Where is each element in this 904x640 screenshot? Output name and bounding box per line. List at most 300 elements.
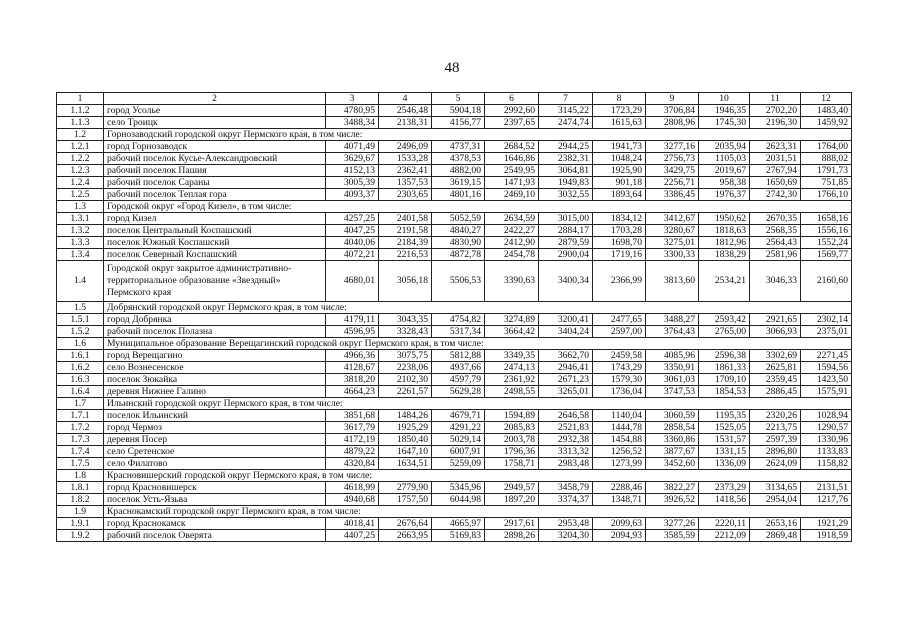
value-cell: 2138,31 (379, 117, 432, 129)
value-cell: 2879,59 (539, 237, 593, 249)
settlement-name: деревня Нижнее Галино (104, 386, 326, 398)
value-cell: 1796,36 (485, 446, 539, 458)
value-cell: 5904,18 (432, 105, 485, 117)
value-cell: 3400,34 (539, 261, 593, 302)
value-cell: 1634,51 (379, 458, 432, 470)
value-cell: 3275,01 (646, 237, 699, 249)
value-cell: 2191,58 (379, 225, 432, 237)
value-cell: 5029,14 (432, 434, 485, 446)
settlement-name: село Троицк (104, 117, 326, 129)
value-cell: 3877,67 (646, 446, 699, 458)
value-cell: 2359,45 (750, 374, 801, 386)
value-cell: 1336,09 (699, 458, 750, 470)
value-cell: 3818,20 (326, 374, 379, 386)
value-cell: 4257,25 (326, 213, 379, 225)
value-cell: 1158,82 (801, 458, 852, 470)
value-cell: 1028,94 (801, 410, 852, 422)
settlement-name: город Горнозаводск (104, 141, 326, 153)
value-cell: 1921,29 (801, 518, 852, 530)
value-cell: 1764,00 (801, 141, 852, 153)
value-cell: 3813,60 (646, 261, 699, 302)
value-cell: 1454,88 (593, 434, 646, 446)
value-cell: 3302,69 (750, 350, 801, 362)
value-cell: 1758,71 (485, 458, 539, 470)
value-cell: 2320,26 (750, 410, 801, 422)
value-cell: 4830,90 (432, 237, 485, 249)
group-title: Горнозаводский городской округ Пермского края, в том числе: (104, 129, 852, 141)
row-number: 1.5 (57, 302, 104, 314)
value-cell: 4737,31 (432, 141, 485, 153)
value-cell: 2238,06 (379, 362, 432, 374)
value-cell: 1484,26 (379, 410, 432, 422)
table-row (57, 165, 852, 177)
value-cell: 2302,14 (801, 314, 852, 326)
value-cell: 3313,32 (539, 446, 593, 458)
settlement-name: поселок Южный Коспашский (104, 237, 326, 249)
settlement-name: рабочий поселок Пашия (104, 165, 326, 177)
value-cell: 2634,59 (485, 213, 539, 225)
row-number: 1.9.2 (57, 530, 104, 542)
value-cell: 4882,00 (432, 165, 485, 177)
group-header-row (57, 201, 852, 213)
value-cell: 3374,37 (539, 494, 593, 506)
row-number: 1.7.4 (57, 446, 104, 458)
row-number: 1.5.1 (57, 314, 104, 326)
value-cell: 1483,40 (801, 105, 852, 117)
settlement-name: город Чермоз (104, 422, 326, 434)
value-cell: 2946,41 (539, 362, 593, 374)
value-cell: 2256,71 (646, 177, 699, 189)
value-cell: 5317,34 (432, 326, 485, 338)
value-cell: 1556,16 (801, 225, 852, 237)
value-cell: 3032,55 (539, 189, 593, 201)
table-row (57, 422, 852, 434)
value-cell: 6044,98 (432, 494, 485, 506)
value-cell: 2886,45 (750, 386, 801, 398)
value-cell: 2094,93 (593, 530, 646, 542)
value-cell: 2375,01 (801, 326, 852, 338)
value-cell: 1331,15 (699, 446, 750, 458)
value-cell: 2671,23 (539, 374, 593, 386)
value-cell: 2953,48 (539, 518, 593, 530)
value-cell: 3764,43 (646, 326, 699, 338)
value-cell: 2858,54 (646, 422, 699, 434)
value-cell: 2597,39 (750, 434, 801, 446)
value-cell: 5052,59 (432, 213, 485, 225)
value-cell: 2303,65 (379, 189, 432, 201)
value-cell: 4093,37 (326, 189, 379, 201)
value-cell: 2361,92 (485, 374, 539, 386)
value-cell: 3145,22 (539, 105, 593, 117)
value-cell: 1423,50 (801, 374, 852, 386)
value-cell: 4966,36 (326, 350, 379, 362)
value-cell: 1709,10 (699, 374, 750, 386)
value-cell: 1256,52 (593, 446, 646, 458)
settlement-name: деревня Посер (104, 434, 326, 446)
value-cell: 4172,19 (326, 434, 379, 446)
group-header-row (57, 470, 852, 482)
value-cell: 2382,31 (539, 153, 593, 165)
group-title: Муниципальное образование Верещагинский городской округ Пермского края, в том числе: (104, 338, 852, 350)
value-cell: 1854,53 (699, 386, 750, 398)
table-header-row (57, 93, 852, 105)
settlement-name: город Красновишерск (104, 482, 326, 494)
value-cell: 1861,33 (699, 362, 750, 374)
header-cell: 3 (326, 93, 379, 105)
value-cell: 3452,60 (646, 458, 699, 470)
settlement-name: поселок Центральный Коспашский (104, 225, 326, 237)
header-cell: 4 (379, 93, 432, 105)
value-cell: 2992,60 (485, 105, 539, 117)
value-cell: 5345,96 (432, 482, 485, 494)
settlement-name: поселок Усть-Язьва (104, 494, 326, 506)
value-cell: 2474,13 (485, 362, 539, 374)
table-row (57, 117, 852, 129)
value-cell: 2085,83 (485, 422, 539, 434)
value-cell: 5169,83 (432, 530, 485, 542)
value-cell: 2534,21 (699, 261, 750, 302)
value-cell: 2900,04 (539, 249, 593, 261)
value-cell: 4156,77 (432, 117, 485, 129)
value-cell: 3851,68 (326, 410, 379, 422)
value-cell: 958,38 (699, 177, 750, 189)
value-cell: 4407,25 (326, 530, 379, 542)
group-header-row (57, 338, 852, 350)
settlement-name: город Верещагино (104, 350, 326, 362)
value-cell: 3629,67 (326, 153, 379, 165)
group-header-row (57, 302, 852, 314)
group-title: Краснокамский городской округ Пермского края, в том числе: (104, 506, 852, 518)
value-cell: 1348,71 (593, 494, 646, 506)
value-cell: 1357,53 (379, 177, 432, 189)
value-cell: 2676,64 (379, 518, 432, 530)
settlement-name: рабочий поселок Оверята (104, 530, 326, 542)
header-cell: 11 (750, 93, 801, 105)
value-cell: 2412,90 (485, 237, 539, 249)
header-cell: 2 (104, 93, 326, 105)
row-number: 1.4 (57, 261, 104, 302)
table-row (57, 458, 852, 470)
value-cell: 2808,96 (646, 117, 699, 129)
value-cell: 2646,58 (539, 410, 593, 422)
value-cell: 2401,58 (379, 213, 432, 225)
table-row (57, 314, 852, 326)
value-cell: 4152,13 (326, 165, 379, 177)
value-cell: 2362,41 (379, 165, 432, 177)
value-cell: 4072,21 (326, 249, 379, 261)
value-cell: 1757,50 (379, 494, 432, 506)
value-cell: 3747,53 (646, 386, 699, 398)
value-cell: 3458,79 (539, 482, 593, 494)
value-cell: 2546,48 (379, 105, 432, 117)
header-cell: 8 (593, 93, 646, 105)
value-cell: 3662,70 (539, 350, 593, 362)
table-row (57, 153, 852, 165)
row-number: 1.3.3 (57, 237, 104, 249)
settlement-name: рабочий поселок Кусье-Александровский (104, 153, 326, 165)
value-cell: 1897,20 (485, 494, 539, 506)
value-cell: 2944,25 (539, 141, 593, 153)
table-row (57, 237, 852, 249)
value-cell: 3585,59 (646, 530, 699, 542)
settlement-name: поселок Северный Коспашский (104, 249, 326, 261)
value-cell: 3822,27 (646, 482, 699, 494)
value-cell: 2564,43 (750, 237, 801, 249)
table-row (57, 105, 852, 117)
value-cell: 1444,78 (593, 422, 646, 434)
header-cell: 12 (801, 93, 852, 105)
value-cell: 1946,35 (699, 105, 750, 117)
value-cell: 4664,23 (326, 386, 379, 398)
value-cell: 751,85 (801, 177, 852, 189)
value-cell: 2288,46 (593, 482, 646, 494)
value-cell: 2949,57 (485, 482, 539, 494)
settlement-name: поселок Ильинский (104, 410, 326, 422)
value-cell: 2373,29 (699, 482, 750, 494)
value-cell: 3061,03 (646, 374, 699, 386)
value-cell: 2742,30 (750, 189, 801, 201)
row-number: 1.2 (57, 129, 104, 141)
value-cell: 1838,29 (699, 249, 750, 261)
value-cell: 1743,29 (593, 362, 646, 374)
value-cell: 1594,89 (485, 410, 539, 422)
value-cell: 1525,05 (699, 422, 750, 434)
value-cell: 1925,90 (593, 165, 646, 177)
value-cell: 4018,41 (326, 518, 379, 530)
value-cell: 1650,69 (750, 177, 801, 189)
value-cell: 3043,35 (379, 314, 432, 326)
row-number: 1.2.5 (57, 189, 104, 201)
value-cell: 1531,57 (699, 434, 750, 446)
value-cell: 2917,61 (485, 518, 539, 530)
value-cell: 3926,52 (646, 494, 699, 506)
table-row (57, 434, 852, 446)
group-title: Красновишерский городской округ Пермского края, в том числе: (104, 470, 852, 482)
value-cell: 3005,39 (326, 177, 379, 189)
row-number: 1.6.2 (57, 362, 104, 374)
value-cell: 3386,45 (646, 189, 699, 201)
row-number: 1.8.1 (57, 482, 104, 494)
group-title: Ильинский городской округ Пермского края, в том числе: (104, 398, 852, 410)
value-cell: 1290,57 (801, 422, 852, 434)
value-cell: 2670,35 (750, 213, 801, 225)
value-cell: 2131,51 (801, 482, 852, 494)
value-cell: 2271,45 (801, 350, 852, 362)
table-row (57, 374, 852, 386)
value-cell: 4596,95 (326, 326, 379, 338)
value-cell: 1133,83 (801, 446, 852, 458)
header-cell: 1 (57, 93, 104, 105)
value-cell: 3390,63 (485, 261, 539, 302)
value-cell: 2921,65 (750, 314, 801, 326)
value-cell: 2549,95 (485, 165, 539, 177)
value-cell: 2568,35 (750, 225, 801, 237)
row-number: 1.9.1 (57, 518, 104, 530)
value-cell: 2366,99 (593, 261, 646, 302)
settlement-name: село Сретенское (104, 446, 326, 458)
value-cell: 2184,39 (379, 237, 432, 249)
row-number: 1.2.2 (57, 153, 104, 165)
value-cell: 3015,00 (539, 213, 593, 225)
value-cell: 2898,26 (485, 530, 539, 542)
header-cell: 7 (539, 93, 593, 105)
value-cell: 888,02 (801, 153, 852, 165)
value-cell: 1736,04 (593, 386, 646, 398)
value-cell: 1575,91 (801, 386, 852, 398)
table-row (57, 141, 852, 153)
value-cell: 3706,84 (646, 105, 699, 117)
value-cell: 1418,56 (699, 494, 750, 506)
row-number: 1.7 (57, 398, 104, 410)
table-row (57, 518, 852, 530)
value-cell: 3056,18 (379, 261, 432, 302)
value-cell: 4940,68 (326, 494, 379, 506)
row-number: 1.6.1 (57, 350, 104, 362)
settlement-name: Городской округ закрытое административно-территориальное образование «Звездный» Пермского края (104, 261, 326, 302)
value-cell: 4665,97 (432, 518, 485, 530)
value-cell: 2196,30 (750, 117, 801, 129)
value-cell: 2261,57 (379, 386, 432, 398)
value-cell: 3328,43 (379, 326, 432, 338)
row-number: 1.7.3 (57, 434, 104, 446)
row-number: 1.8.2 (57, 494, 104, 506)
settlement-name: город Усолье (104, 105, 326, 117)
table-row (57, 326, 852, 338)
value-cell: 3277,16 (646, 141, 699, 153)
table-row (57, 189, 852, 201)
row-number: 1.7.2 (57, 422, 104, 434)
value-cell: 4071,49 (326, 141, 379, 153)
value-cell: 2212,09 (699, 530, 750, 542)
value-cell: 2597,00 (593, 326, 646, 338)
value-cell: 3617,79 (326, 422, 379, 434)
value-cell: 2019,67 (699, 165, 750, 177)
value-cell: 2684,52 (485, 141, 539, 153)
value-cell: 1533,28 (379, 153, 432, 165)
value-cell: 4320,84 (326, 458, 379, 470)
row-number: 1.2.1 (57, 141, 104, 153)
value-cell: 5259,09 (432, 458, 485, 470)
row-number: 1.6.3 (57, 374, 104, 386)
value-cell: 3349,35 (485, 350, 539, 362)
value-cell: 4879,22 (326, 446, 379, 458)
row-number: 1.2.3 (57, 165, 104, 177)
value-cell: 4085,96 (646, 350, 699, 362)
value-cell: 1569,77 (801, 249, 852, 261)
value-cell: 4597,79 (432, 374, 485, 386)
value-cell: 1893,64 (593, 189, 646, 201)
row-number: 1.7.5 (57, 458, 104, 470)
value-cell: 3064,81 (539, 165, 593, 177)
table-row (57, 482, 852, 494)
group-header-row (57, 506, 852, 518)
value-cell: 901,18 (593, 177, 646, 189)
value-cell: 3060,59 (646, 410, 699, 422)
value-cell: 1552,24 (801, 237, 852, 249)
value-cell: 1918,59 (801, 530, 852, 542)
value-cell: 4291,22 (432, 422, 485, 434)
settlement-name: город Кизел (104, 213, 326, 225)
value-cell: 4040,06 (326, 237, 379, 249)
value-cell: 2521,83 (539, 422, 593, 434)
value-cell: 2459,58 (593, 350, 646, 362)
row-number: 1.1.2 (57, 105, 104, 117)
value-cell: 4840,27 (432, 225, 485, 237)
table-row (57, 386, 852, 398)
value-cell: 1594,56 (801, 362, 852, 374)
table-row (57, 446, 852, 458)
value-cell: 2623,31 (750, 141, 801, 153)
row-number: 1.2.4 (57, 177, 104, 189)
value-cell: 4378,53 (432, 153, 485, 165)
table-row (57, 261, 852, 302)
value-cell: 2756,73 (646, 153, 699, 165)
header-cell: 9 (646, 93, 699, 105)
value-cell: 2003,78 (485, 434, 539, 446)
table-body (57, 93, 852, 542)
value-cell: 6007,91 (432, 446, 485, 458)
value-cell: 1818,63 (699, 225, 750, 237)
value-cell: 5629,28 (432, 386, 485, 398)
value-cell: 3277,26 (646, 518, 699, 530)
settlement-name: рабочий поселок Сараны (104, 177, 326, 189)
value-cell: 2983,48 (539, 458, 593, 470)
row-number: 1.6 (57, 338, 104, 350)
table-row (57, 494, 852, 506)
value-cell: 4780,95 (326, 105, 379, 117)
value-cell: 4801,16 (432, 189, 485, 201)
value-cell: 3265,01 (539, 386, 593, 398)
value-cell: 2496,09 (379, 141, 432, 153)
value-cell: 2099,63 (593, 518, 646, 530)
group-header-row (57, 398, 852, 410)
value-cell: 2767,94 (750, 165, 801, 177)
value-cell: 1646,86 (485, 153, 539, 165)
settlement-name: рабочий поселок Полазна (104, 326, 326, 338)
value-cell: 2035,94 (699, 141, 750, 153)
value-cell: 5506,53 (432, 261, 485, 302)
row-number: 1.3.4 (57, 249, 104, 261)
value-cell: 2624,09 (750, 458, 801, 470)
value-cell: 2954,04 (750, 494, 801, 506)
value-cell: 1698,70 (593, 237, 646, 249)
value-cell: 2474,74 (539, 117, 593, 129)
value-cell: 2213,75 (750, 422, 801, 434)
tariff-table (56, 92, 852, 542)
value-cell: 1217,76 (801, 494, 852, 506)
value-cell: 3429,75 (646, 165, 699, 177)
table-row (57, 213, 852, 225)
settlement-name: село Вознесенское (104, 362, 326, 374)
value-cell: 4618,99 (326, 482, 379, 494)
value-cell: 4047,25 (326, 225, 379, 237)
page-number: 48 (444, 60, 460, 76)
value-cell: 2765,00 (699, 326, 750, 338)
settlement-name: поселок Зюкайка (104, 374, 326, 386)
value-cell: 1850,40 (379, 434, 432, 446)
value-cell: 2220,11 (699, 518, 750, 530)
value-cell: 2216,53 (379, 249, 432, 261)
row-number: 1.1.3 (57, 117, 104, 129)
value-cell: 1812,96 (699, 237, 750, 249)
value-cell: 3619,15 (432, 177, 485, 189)
value-cell: 2884,17 (539, 225, 593, 237)
value-cell: 3360,86 (646, 434, 699, 446)
value-cell: 1140,04 (593, 410, 646, 422)
value-cell: 2593,42 (699, 314, 750, 326)
value-cell: 1791,73 (801, 165, 852, 177)
value-cell: 2469,10 (485, 189, 539, 201)
